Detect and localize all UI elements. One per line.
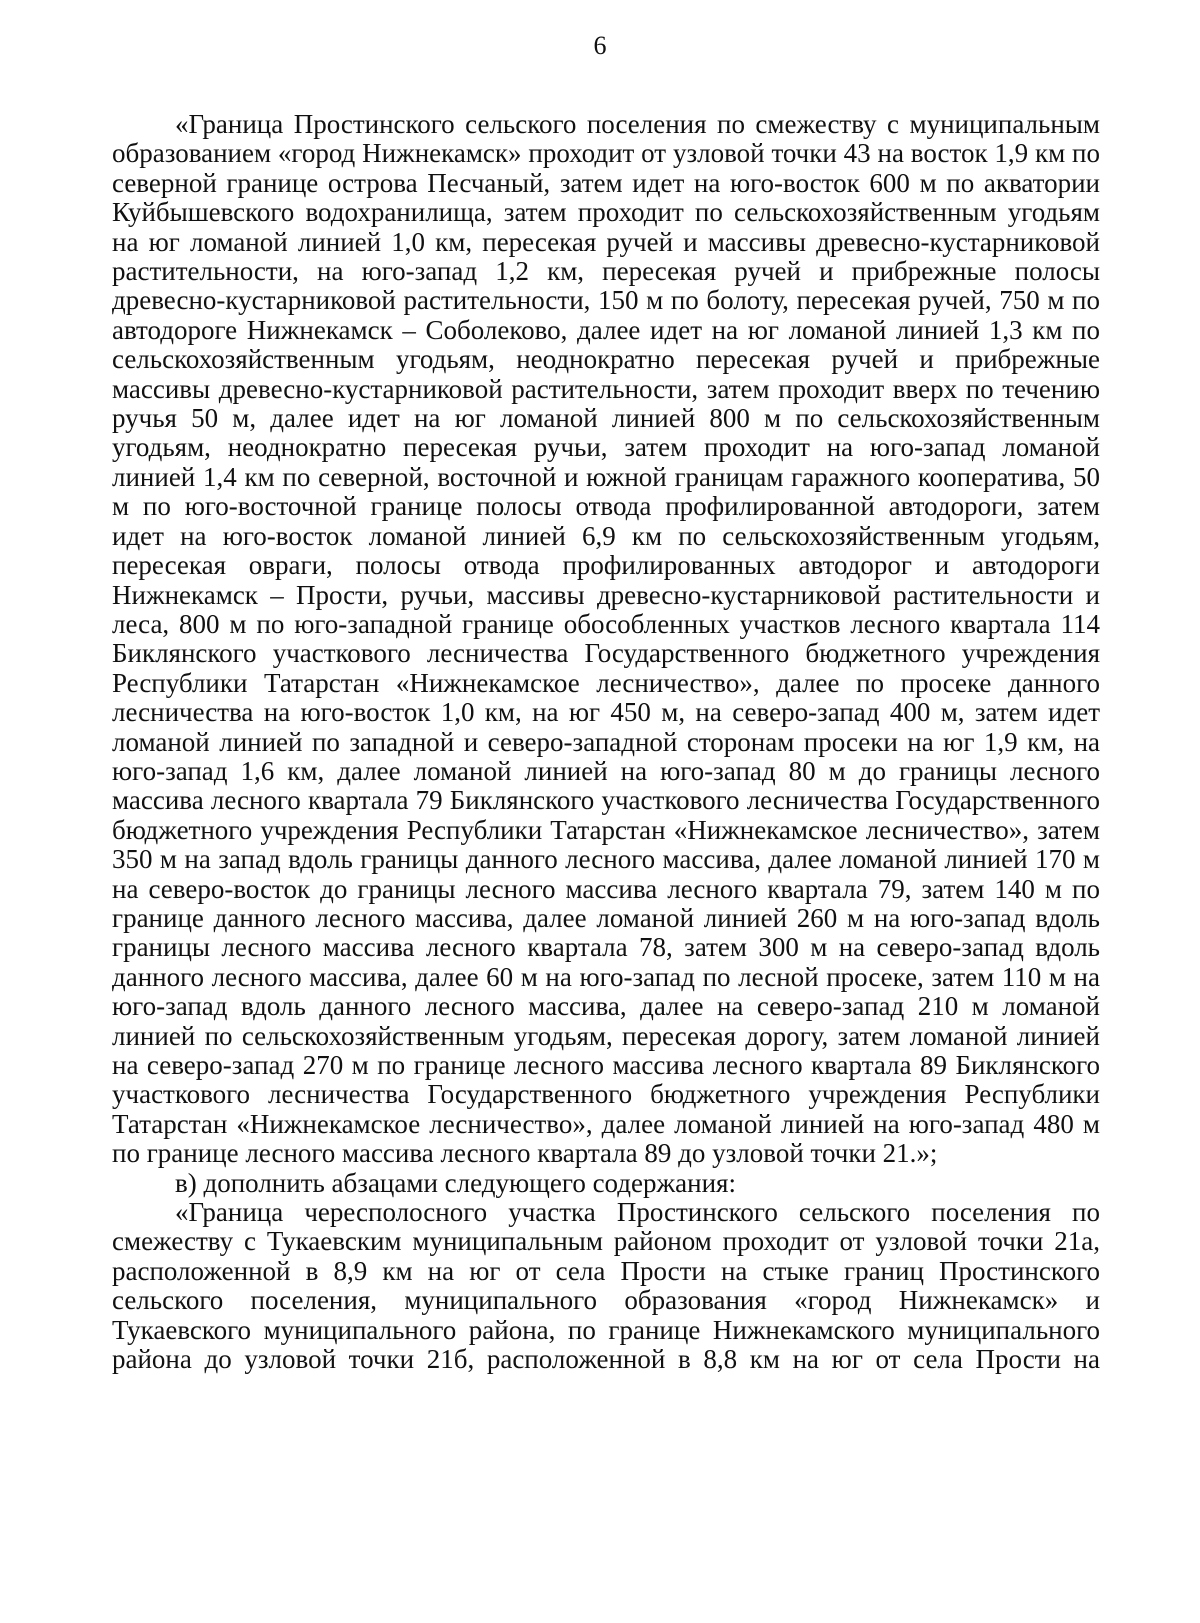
document-body (112, 110, 1100, 1374)
page-number: 6 (593, 31, 607, 60)
paragraph-boundary-description: «Граница Простинского сельского поселения по смежеству с муниципальным образованием «город Нижнекамск» проходит от узловой точки 43 на восток 1,9 км по северной границе острова Песчаный, затем идет на юго-восток 600 м по акватории Куйбышевского водохранилища, затем проходит по сельскохозяйственным угодьям на юг ломаной линией 1,0 км, пересекая ручей и массивы древесно-кустарниковой растительности, на юго-запад 1,2 км, пересекая ручей и прибрежные полосы древесно-кустарниковой растительности, 150 м по болоту, пересекая ручей, 750 м по автодороге Нижнекамск – Соболеково, далее идет на юг ломаной линией 1,3 км по сельскохозяйственным угодьям, неоднократно пересекая ручей и прибрежные массивы древесно-кустарниковой растительности, затем проходит вверх по течению ручья 50 м, далее идет на юг ломаной линией 800 м по сельскохозяйственным угодьям, неоднократно пересекая ручьи, затем проходит на юго-запад ломаной линией 1,4 км по северной, восточной и южной границам гаражного кооператива, 50 м по юго-восточной границе полосы отвода профилированной автодороги, затем идет на юго-восток ломаной линией 6,9 км по сельскохозяйственным угодьям, пересекая овраги, полосы отвода профилированных автодорог и автодороги Нижнекамск – Прости, ручьи, массивы древесно-кустарниковой растительности и леса, 800 м по юго-западной границе обособленных участков лесного квартала 114 Биклянского участкового лесничества Государственного бюджетного учреждения Республики Татарстан «Нижнекамское лесничество», далее по просеке данного лесничества на юго-восток 1,0 км, на юг 450 м, на северо-запад 400 м, затем идет ломаной линией по западной и северо-западной сторонам просеки на юг 1,9 км, на юго-запад 1,6 км, далее ломаной линией на юго-запад 80 м до границы лесного массива лесного квартала 79 Биклянского участкового лесничества Государственного бюджетного учреждения Республики Татарстан «Нижнекамское лесничество», затем 350 м на запад вдоль границы данного лесного массива, далее ломаной линией 170 м на северо-восток до границы лесного массива лесного квартала 79, затем 140 м по границе данного лесного массива, далее ломаной линией 260 м на юго-запад вдоль границы лесного массива лесного квартала 78, затем 300 м на северо-запад вдоль данного лесного массива, далее 60 м на юго-запад по лесной просеке, затем 110 м на юго-запад вдоль данного лесного массива, далее на северо-запад 210 м ломаной линией по сельскохозяйственным угодьям, пересекая дорогу, затем ломаной линией на северо-запад 270 м по границе лесного массива лесного квартала 89 Биклянского участкового лесничества Государственного бюджетного учреждения Республики Татарстан «Нижнекамское лесничество», далее ломаной линией на юго-запад 480 м по границе лесного массива лесного квартала 89 до узловой точки 21.»; (112, 109, 1100, 1169)
paragraph-amendment-intro: в) дополнить абзацами следующего содержания: (175, 1167, 736, 1198)
paragraph-enclave-boundary: «Граница чересполосного участка Простинского сельского поселения по смежеству с Тукаевским муниципальным районом проходит от узловой точки 21а, расположенной в 8,9 км на юг от села Прости на стыке границ Простинского сельского поселения, муниципального образования «город Нижнекамск» и Тукаевского муниципального района, по границе Нижнекамского муниципального района до узловой точки 21б, расположенной в 8,8 км на юг от села Прости на (112, 1197, 1100, 1375)
